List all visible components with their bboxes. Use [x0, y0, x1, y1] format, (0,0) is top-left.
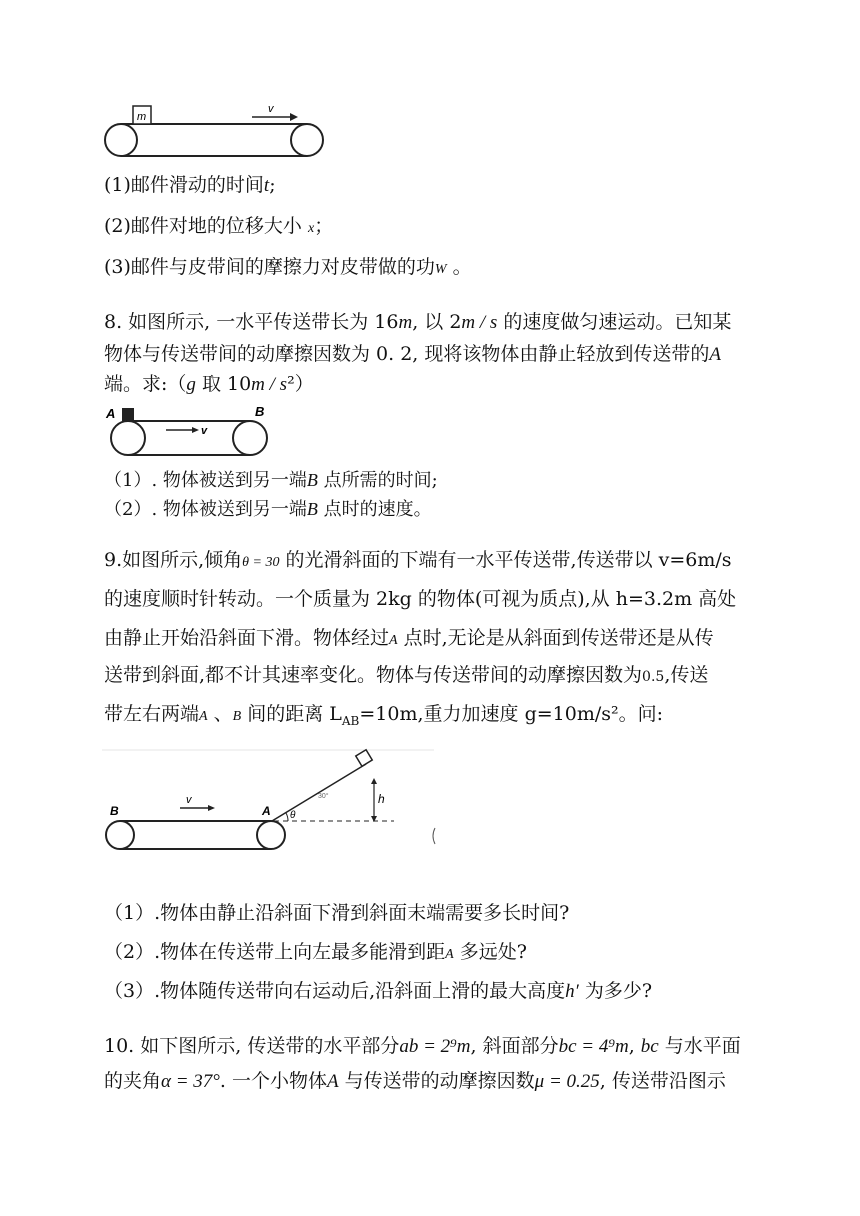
velocity-label: v: [268, 103, 274, 115]
q9-sub-3-text: （3）.物体随传送带向右运动后,沿斜面上滑的最大高度: [104, 980, 566, 1002]
q8-symbol-g: g: [186, 374, 196, 395]
q10-line-2: [104, 1067, 726, 1096]
q8-text-d: 物体与传送带间的动摩擦因数为 0. 2, 现将该物体由静止轻放到传送带的: [104, 343, 710, 365]
q8-sub-1-symbol: B: [306, 470, 318, 490]
q7-item-3-text: (3)邮件与皮带间的摩擦力对皮带做的功: [104, 256, 435, 278]
q10-ab-expr: ab = 2⁹m: [399, 1036, 471, 1057]
q8-sub-1-end: 点所需的时间;: [317, 470, 438, 491]
q9-text-i: 、: [207, 703, 233, 725]
q10-text-d: 与水平面: [658, 1035, 741, 1057]
q8-unit-ms2: m / s: [251, 374, 288, 395]
q8-text-f: 取 10: [195, 373, 252, 395]
q7-item-1-symbol: t: [263, 175, 270, 196]
q10-bc-expr: bc = 4⁹m: [558, 1036, 629, 1057]
q9-text-c: 的速度顺时针转动。一个质量为 2kg 的物体(可视为质点),从 h=3.2m 高处: [104, 588, 737, 610]
q9-text-k: =10m,重力加速度 g=10m/s²。问:: [359, 703, 664, 725]
label-theta: θ: [290, 810, 296, 821]
q9-text-a: 9.如图所示,倾角: [104, 549, 243, 571]
label-b: B: [255, 404, 265, 419]
q9-sub-3-symbol: h′: [565, 981, 579, 1002]
q10-symbol-a: A: [327, 1071, 339, 1092]
q8-line-3: [104, 370, 314, 399]
q7-item-1-punct: ;: [269, 174, 276, 196]
q9-line-2: [104, 585, 736, 613]
q9-text-b: 的光滑斜面的下端有一水平传送带,传送带以 v=6m/s: [279, 549, 732, 571]
q10-text-f: . 一个小物体: [219, 1070, 328, 1092]
velocity-label: v: [201, 425, 208, 437]
q10-text-h: , 传送带沿图示: [599, 1070, 726, 1092]
q10-line-1: [104, 1032, 741, 1061]
q9-sub-1: [104, 899, 569, 927]
q7-item-2-text: (2)邮件对地的位移大小: [104, 215, 302, 237]
q8-unit-ms: m / s: [461, 312, 498, 333]
q8-sub-2-text: （2）. 物体被送到另一端: [104, 499, 307, 520]
q8-sub-2-end: 点时的速度。: [317, 499, 432, 520]
q9-symbol-b: B: [232, 709, 242, 724]
q9-sub-3: [104, 977, 652, 1006]
q10-alpha-expr: α = 37°: [161, 1071, 220, 1092]
q9-text-d: 由静止开始沿斜面下滑。物体经过: [104, 627, 390, 649]
q9-symbol-a2: A: [199, 709, 208, 724]
q9-text-g: ,传送: [664, 664, 709, 686]
figure-incline-conveyor: [102, 748, 442, 858]
q10-text-c: ,: [628, 1035, 635, 1057]
q9-sub-ab: AB: [341, 713, 360, 728]
q8-sub-2-symbol: B: [306, 499, 318, 519]
q8-text-g: ²）: [287, 373, 314, 395]
q9-theta-expr: θ = 30: [242, 555, 280, 570]
q9-sub-1-text: （1）.物体由静止沿斜面下滑到斜面末端需要多长时间?: [104, 902, 570, 924]
q9-text-j: 间的距离 L: [241, 703, 342, 725]
label-30deg: 30°: [318, 793, 329, 800]
figure-conveyor-1: [100, 100, 340, 162]
label-a: A: [262, 804, 271, 818]
q8-line-2: [104, 340, 721, 369]
q9-line-5: [104, 700, 663, 735]
velocity-label: v: [186, 794, 192, 806]
q8-text-c: 的速度做匀速运动。已知某: [497, 311, 732, 333]
label-h: h: [378, 792, 385, 806]
q8-unit-m: m: [398, 312, 413, 333]
q7-item-3-symbol: W: [434, 262, 447, 277]
q9-sub-2-end: 多远处?: [453, 941, 527, 963]
label-a: A: [106, 406, 116, 421]
q9-text-h: 带左右两端: [104, 703, 200, 725]
q7-item-1-text: (1)邮件滑动的时间: [104, 174, 264, 196]
q9-sub-2: [104, 938, 527, 969]
q7-item-1: [104, 171, 276, 200]
q9-symbol-a: A: [389, 633, 398, 648]
q8-text-a: 8. 如图所示, 一水平传送带长为 16: [104, 311, 399, 333]
q9-sub-2-text: （2）.物体在传送带上向左最多能滑到距: [104, 941, 446, 963]
q8-text-e: 端。求:（: [104, 373, 187, 395]
q7-item-2: [104, 212, 333, 243]
q10-text-a: 10. 如下图所示, 传送带的水平部分: [104, 1035, 400, 1057]
label-b: B: [110, 804, 119, 818]
q7-item-2-symbol: x: [307, 221, 315, 236]
q9-sub-3-end: 为多少?: [578, 980, 653, 1002]
figure-conveyor-2: [100, 400, 276, 460]
q10-bc: bc: [640, 1036, 659, 1057]
q9-line-3: [104, 624, 714, 655]
q7-item-3-punct: 。: [452, 256, 472, 278]
q9-text-e: 点时,无论是从斜面到传送带还是从传: [397, 627, 714, 649]
block-m-label: m: [137, 111, 147, 123]
q10-mu-expr: μ = 0.25: [534, 1071, 600, 1092]
q10-text-g: 与传送带的动摩擦因数: [338, 1070, 535, 1092]
q10-text-e: 的夹角: [104, 1070, 162, 1092]
q8-symbol-a: A: [709, 344, 721, 365]
q8-sub-1-text: （1）. 物体被送到另一端: [104, 470, 307, 491]
q8-text-b: , 以 2: [412, 311, 462, 333]
q8-line-1: [104, 308, 731, 337]
q9-line-1: [104, 546, 732, 577]
q8-sub-1: [104, 466, 438, 495]
q7-item-2-punct: ；: [314, 215, 334, 237]
q9-text-f: 送带到斜面,都不计其速率变化。物体与传送带间的动摩擦因数为: [104, 664, 643, 686]
q10-text-b: , 斜面部分: [470, 1035, 559, 1057]
q9-line-4: [104, 661, 708, 691]
q9-sub-2-symbol: A: [445, 947, 454, 962]
q7-item-3: [104, 253, 472, 284]
q9-mu-value: 0.5: [642, 669, 665, 685]
q8-sub-2: [104, 495, 432, 524]
